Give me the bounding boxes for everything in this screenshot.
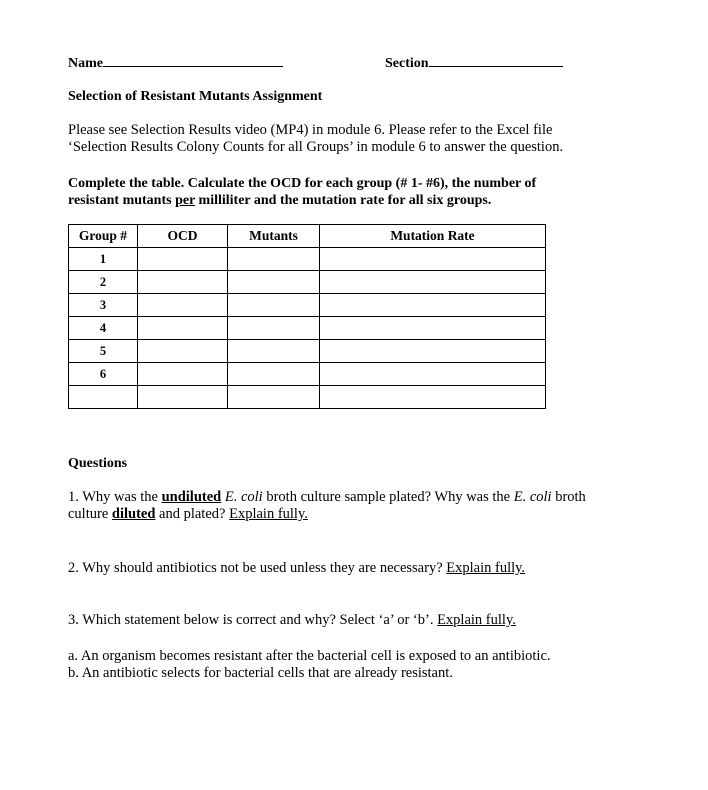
section-field-row: [385, 52, 563, 72]
mutants-cell[interactable]: [228, 363, 320, 386]
header-mutants: Mutants: [228, 225, 320, 248]
ocd-cell[interactable]: [138, 294, 228, 317]
section-label: Section: [385, 56, 429, 71]
mutants-cell[interactable]: [228, 294, 320, 317]
question-1-line-2: [68, 506, 668, 523]
table-instructions: [68, 175, 536, 209]
q1-text-5: and plated?: [155, 506, 230, 522]
mutation-rate-cell[interactable]: [320, 294, 546, 317]
mutation-rate-cell[interactable]: [320, 386, 546, 409]
group-number-cell: 1: [69, 248, 138, 271]
name-blank-line[interactable]: [103, 52, 283, 67]
table-row: [69, 363, 546, 386]
q1-text-4: culture: [68, 506, 112, 522]
table-header-row: [69, 225, 546, 248]
question-1: [68, 489, 668, 523]
name-label: Name: [68, 56, 103, 71]
q1-text-2: broth culture sample plated? Why was the: [262, 489, 514, 505]
mutants-cell[interactable]: [228, 271, 320, 294]
q1-ecoli-italic-2: E. coli: [513, 489, 552, 505]
assignment-title: Selection of Resistant Mutants Assignment: [68, 89, 323, 104]
q1-explain-fully: Explain fully.: [229, 506, 308, 522]
ocd-cell[interactable]: [138, 317, 228, 340]
q1-ecoli-italic: E. coli: [224, 489, 263, 505]
q3-text: 3. Which statement below is correct and why? Select ‘a’ or ‘b’.: [68, 612, 438, 628]
instructions-per-underlined: per: [175, 193, 196, 208]
section-blank-line[interactable]: [429, 52, 563, 67]
question-3-options: [68, 648, 551, 682]
group-number-cell: 4: [69, 317, 138, 340]
mutation-rate-cell[interactable]: [320, 271, 546, 294]
option-a: a. An organism becomes resistant after the bacterial cell is exposed to an antibiotic.: [68, 648, 551, 664]
mutants-cell[interactable]: [228, 386, 320, 409]
mutation-rate-cell[interactable]: [320, 363, 546, 386]
ocd-cell[interactable]: [138, 363, 228, 386]
question-3: [68, 612, 516, 629]
group-number-cell: 3: [69, 294, 138, 317]
question-2: [68, 560, 525, 577]
group-number-cell: 2: [69, 271, 138, 294]
name-field-row: [68, 52, 283, 72]
header-ocd: OCD: [138, 225, 228, 248]
questions-heading: Questions: [68, 456, 128, 471]
q1-text: 1. Why was the: [68, 489, 162, 505]
table-row: [69, 340, 546, 363]
header-group-number: Group #: [69, 225, 138, 248]
ocd-cell[interactable]: [138, 248, 228, 271]
table-row: [69, 271, 546, 294]
instructions-text: resistant mutants: [68, 193, 176, 208]
table-row: [69, 317, 546, 340]
option-b: b. An antibiotic selects for bacterial cells that are already resistant.: [68, 665, 453, 681]
table-row: [69, 248, 546, 271]
header-mutation-rate: Mutation Rate: [320, 225, 546, 248]
mutation-rate-cell[interactable]: [320, 340, 546, 363]
q1-diluted: diluted: [111, 506, 156, 522]
table-row: [69, 294, 546, 317]
question-1-line-1: [68, 489, 668, 506]
mutants-cell[interactable]: [228, 340, 320, 363]
q1-undiluted: undiluted: [161, 489, 222, 505]
group-number-cell: [69, 386, 138, 409]
ocd-cell[interactable]: [138, 386, 228, 409]
intro-line-1: Please see Selection Results video (MP4) in module 6. Please refer to the Excel file: [68, 122, 553, 138]
ocd-cell[interactable]: [138, 340, 228, 363]
instructions-line-1: Complete the table. Calculate the OCD for each group (# 1- #6), the number of: [68, 176, 537, 191]
mutation-rate-cell[interactable]: [320, 248, 546, 271]
table-row: [69, 386, 546, 409]
q2-text: 2. Why should antibiotics not be used unless they are necessary?: [68, 560, 447, 576]
group-number-cell: 6: [69, 363, 138, 386]
mutants-cell[interactable]: [228, 317, 320, 340]
mutants-cell[interactable]: [228, 248, 320, 271]
instructions-line-2: [68, 192, 536, 209]
mutation-rate-cell[interactable]: [320, 317, 546, 340]
q1-text-3: broth: [551, 489, 586, 505]
q3-explain-fully: Explain fully.: [437, 612, 516, 628]
ocd-cell[interactable]: [138, 271, 228, 294]
q2-explain-fully: Explain fully.: [446, 560, 526, 576]
intro-paragraph: [68, 122, 563, 156]
instructions-text-end: milliliter and the mutation rate for all six groups.: [195, 193, 492, 208]
intro-line-2: ‘Selection Results Colony Counts for all Groups’ in module 6 to answer the question.: [68, 139, 564, 155]
group-number-cell: 5: [69, 340, 138, 363]
results-table: [68, 224, 546, 409]
